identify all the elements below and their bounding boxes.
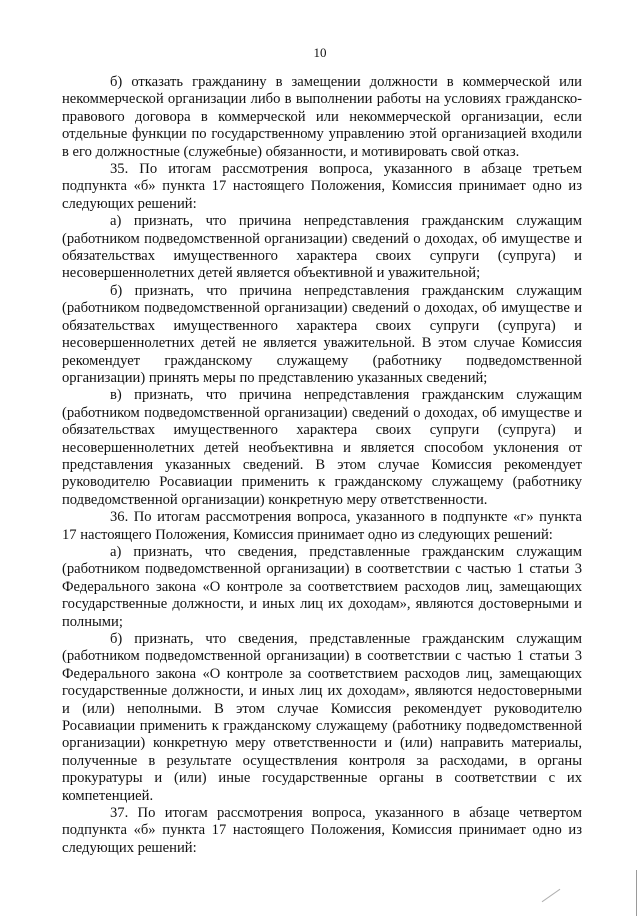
paragraph-refuse-citizen: б) отказать гражданину в замещении должности в коммерческой или некоммерческой организации либо в выполнении работы на условиях гражданско-правового договора в коммерческой или некоммерческой организации, если отдельные функции по государственному управлению этой организацией входили в его должностные (служебные) обязанности, и мотивировать свой отказ. <box>62 74 582 160</box>
paragraph-36-b: б) признать, что сведения, представленные гражданским служащим (работником подведомственной организации) в соответствии с частью 1 статьи 3 Федерального закона «О контроле за соответствием расходов лиц, замещающих государственные должности, и иных лиц их доходам», являются недостоверными и (или) неполными. В этом случае Комиссия рекомендует руководителю Росавиации применить к гражданскому служащему (работнику подведомственной организации) конкретную меру ответственности и (или) направить материалы, полученные в результате осуществления контроля за расходами, в органы прокуратуры и (или) иные государственные органы в соответствии с их компетенцией. <box>62 631 582 804</box>
paragraph-item-36: 36. По итогам рассмотрения вопроса, указанного в подпункте «г» пункта 17 настоящего Положения, Комиссия принимает одно из следующих решений: <box>62 509 582 543</box>
paragraph-36-a: а) признать, что сведения, представленные гражданским служащим (работником подведомственной организации) в соответствии с частью 1 статьи 3 Федерального закона «О контроле за соответствием расходов лиц, замещающих государственные должности, и иных лиц их доходам», являются достоверными и полными; <box>62 543 582 630</box>
paragraph-35-a: а) признать, что причина непредставления гражданским служащим (работником подведомственной организации) сведений о доходах, об имуществе и обязательствах имущественного характера своих супруги (супруга) и несовершеннолетних детей является объективной и уважительной; <box>62 213 582 282</box>
page-number: 10 <box>313 45 327 60</box>
paragraph-35-v: в) признать, что причина непредставления гражданским служащим (работником подведомственной организации) сведений о доходах, об имуществе и обязательствах имущественного характера своих супруги (супруга) и несовершеннолетних детей необъективна и является способом уклонения от представления указанных сведений. В этом случае Комиссия рекомендует руководителю Росавиации применить к гражданскому служащему (работнику подведомственной организации) конкретную меру ответственности. <box>62 387 582 508</box>
paragraph-item-35: 35. По итогам рассмотрения вопроса, указанного в абзаце третьем подпункта «б» пункта 17 настоящего Положения, Комиссия принимает одно из следующих решений: <box>62 161 582 212</box>
document-body <box>62 74 582 857</box>
scan-edge-line <box>636 870 637 916</box>
scan-corner-mark <box>542 889 561 902</box>
paragraph-35-b: б) признать, что причина непредставления гражданским служащим (работником подведомственной организации) сведений о доходах, об имуществе и обязательствах имущественного характера своих супруги (супруга) и несовершеннолетних детей не является уважительной. В этом случае Комиссия рекомендует гражданскому служащему (работнику подведомственной организации) принять меры по представлению указанных сведений; <box>62 282 582 386</box>
paragraph-item-37: 37. По итогам рассмотрения вопроса, указанного в абзаце четвертом подпункта «б» пункта 17 настоящего Положения, Комиссия принимает одно из следующих решений: <box>62 805 582 856</box>
